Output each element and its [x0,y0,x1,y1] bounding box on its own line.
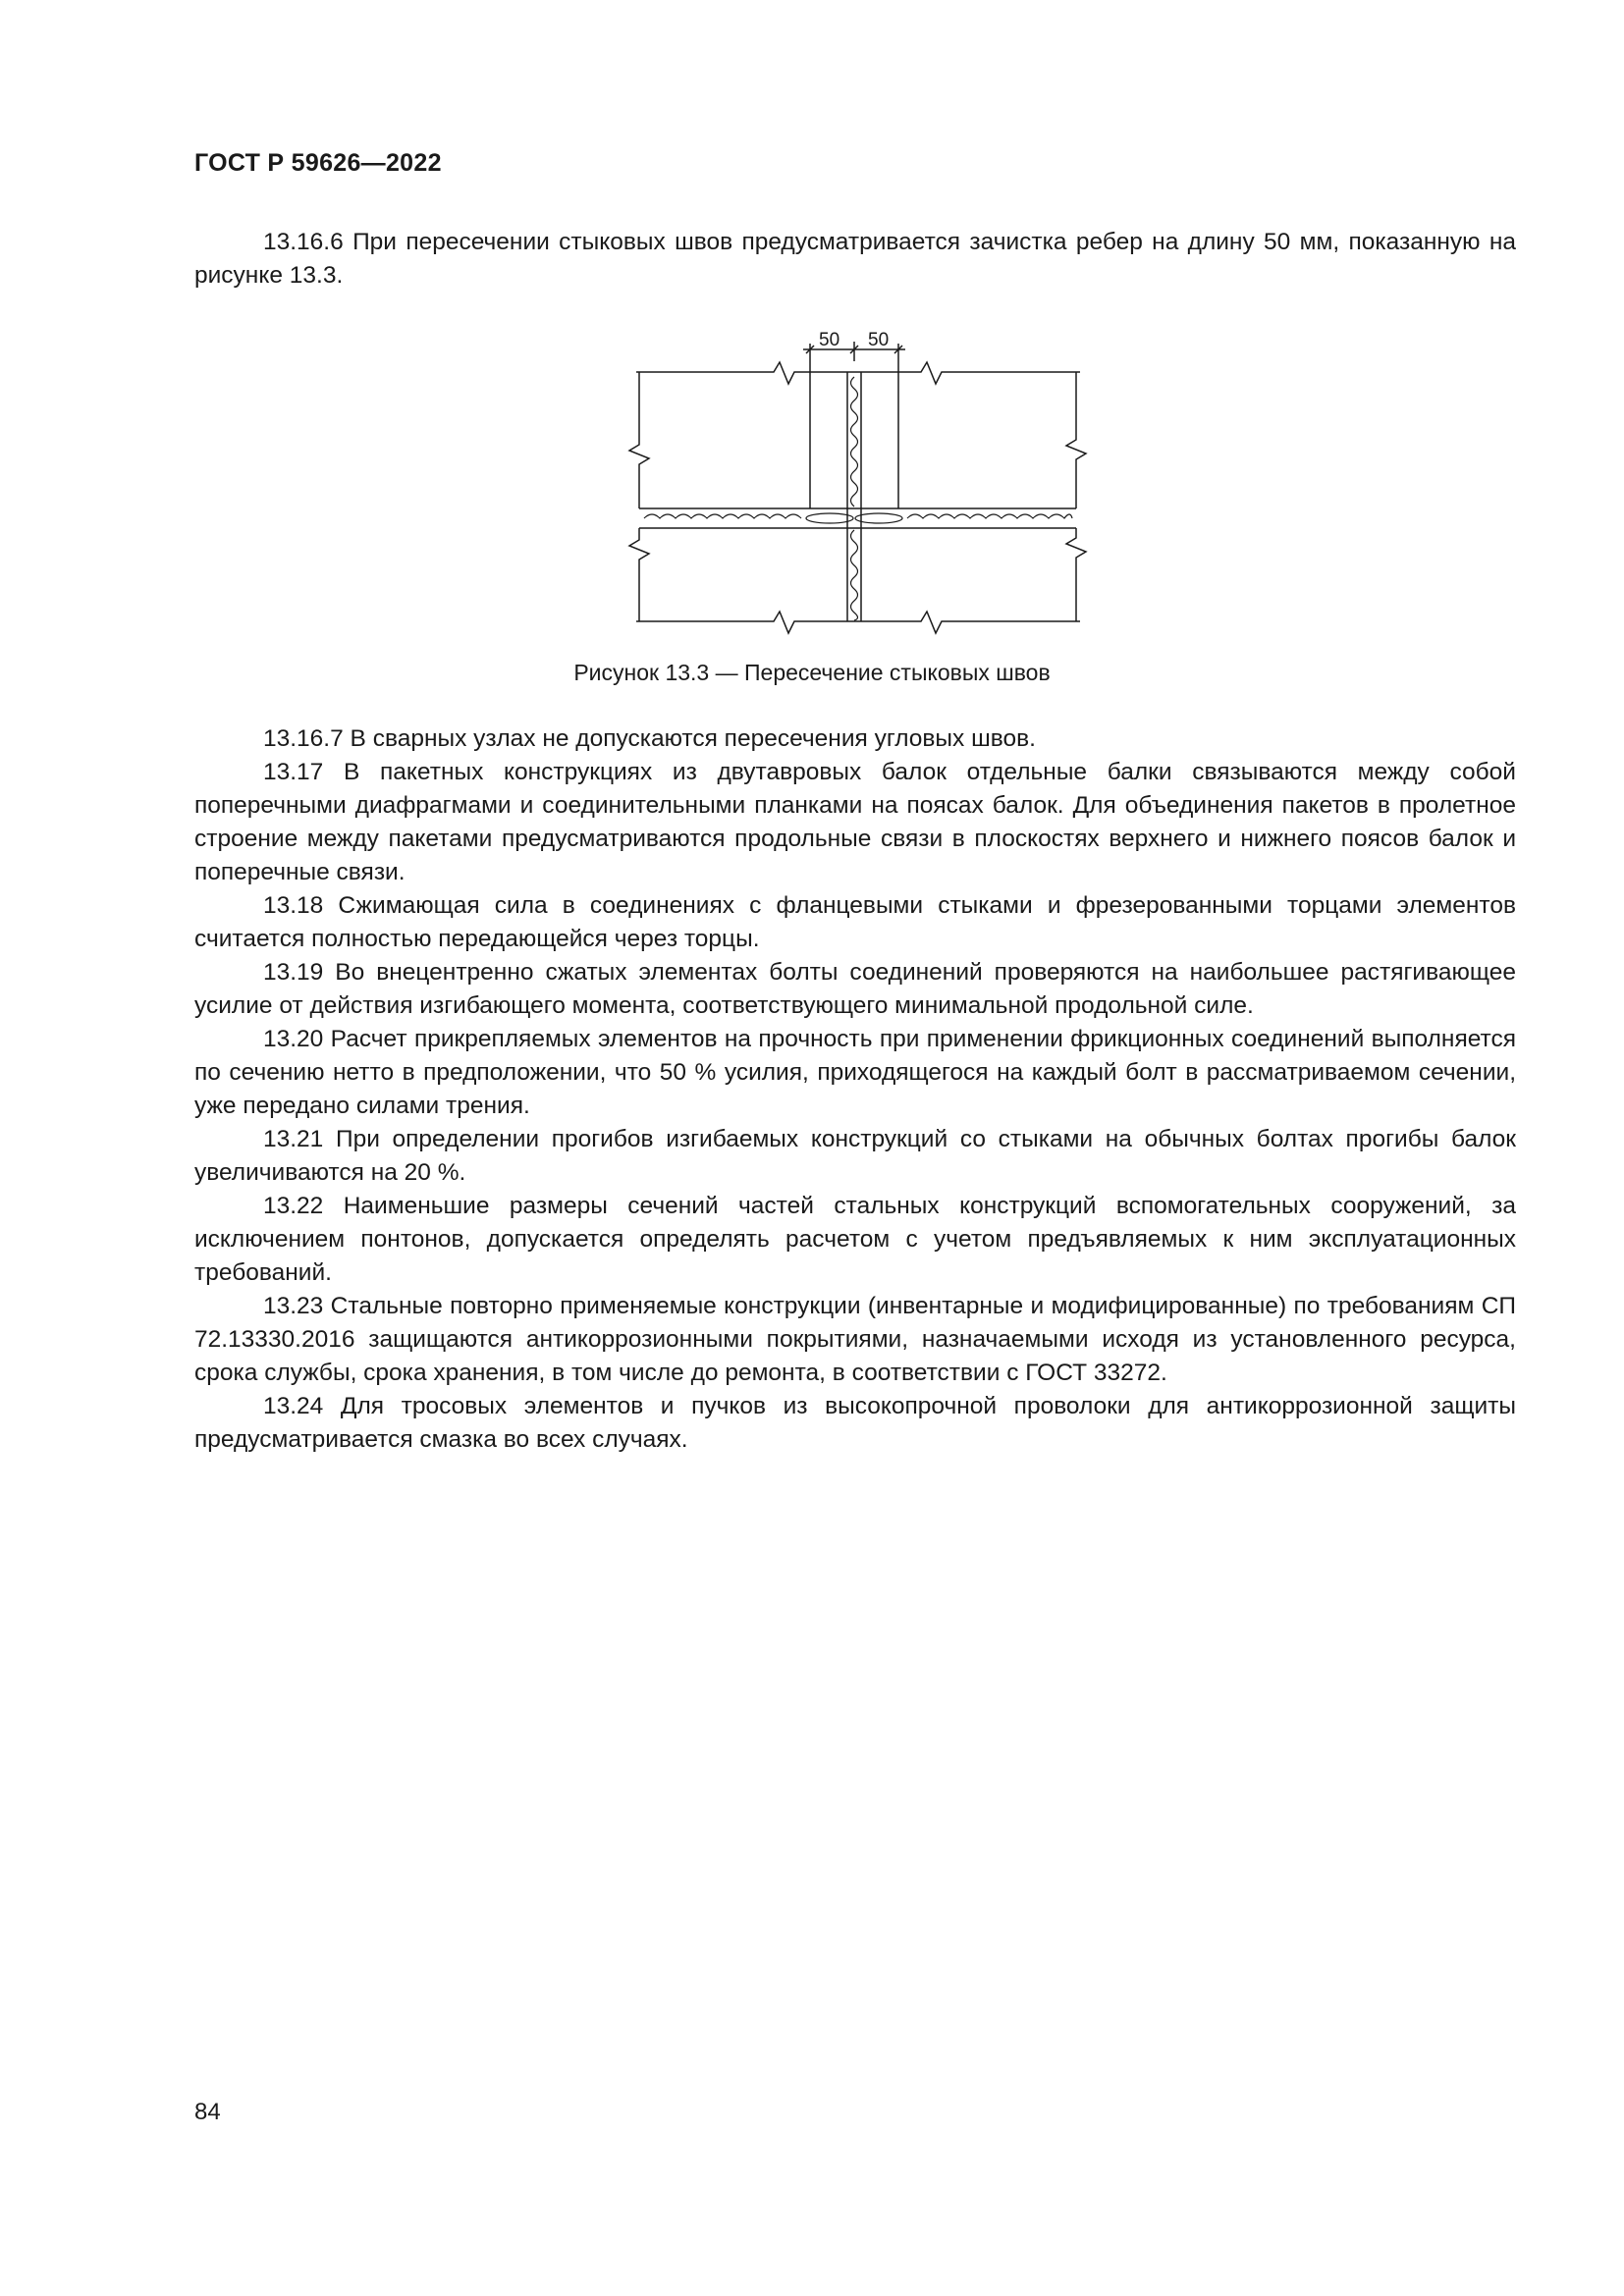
paragraph-13-20: 13.20 Расчет прикрепляемых элементов на прочность при применении фрикционных соединений выполняется по сечению нетто в предположении, что 50 % усилия, приходящегося на каждый болт в рассматриваемом сечении, уже передано силами трения. [194,1026,1516,1119]
document-header: ГОСТ Р 59626—2022 [194,149,442,177]
paragraph-13-16-6: 13.16.6 При пересечении стыковых швов предусматривается зачистка ребер на длину 50 мм, показанную на рисунке 13.3. [194,229,1516,289]
dimension-left-label: 50 [819,330,840,350]
paragraph-13-22: 13.22 Наименьшие размеры сечений частей стальных конструкций вспомогательных сооружений, за исключением понтонов, допускается определять расчетом с учетом предъявляемых к ним эксплуатационных требований. [194,1193,1516,1286]
paragraph-13-18: 13.18 Сжимающая сила в соединениях с фланцевыми стыками и фрезерованными торцами элементов считается полностью передающейся через торцы. [194,892,1516,952]
paragraph-13-19: 13.19 Во внецентренно сжатых элементах болты соединений проверяются на наибольшее растягивающее усилие от действия изгибающего момента, соответствующего минимальной продольной силе. [194,959,1516,1019]
page-number: 84 [194,2099,221,2125]
figure-13-3 [609,314,1100,648]
paragraph-13-21: 13.21 При определении прогибов изгибаемых конструкций со стыками на обычных болтах прогибы балок увеличиваются на 20 %. [194,1126,1516,1186]
dimension-right-label: 50 [868,330,890,350]
paragraph-13-16-7: 13.16.7 В сварных узлах не допускаются пересечения угловых швов. [263,725,1036,752]
butt-weld-intersection-drawing [609,314,1100,648]
paragraph-13-17: 13.17 В пакетных конструкциях из двутавровых балок отдельные балки связываются между собой поперечными диафрагмами и соединительными планками на поясах балок. Для объединения пакетов в пролетное строение между пакетами предусматриваются продольные связи в плоскостях верхнего и нижнего поясов балок и поперечные связи. [194,759,1516,885]
main-text [194,722,1516,1457]
figure-caption: Рисунок 13.3 — Пересечение стыковых швов [573,660,1051,685]
intro-text [194,226,1516,293]
paragraph-13-24: 13.24 Для тросовых элементов и пучков из высокопрочной проволоки для антикоррозионной защиты предусматривается смазка во всех случаях. [194,1393,1516,1453]
paragraph-13-23: 13.23 Стальные повторно применяемые конструкции (инвентарные и модифицированные) по требованиям СП 72.13330.2016 защищаются антикоррозионными покрытиями, назначаемыми исходя из установленного ресурса, срока службы, срока хранения, в том числе до ремонта, в соответствии с ГОСТ 33272. [194,1293,1516,1386]
